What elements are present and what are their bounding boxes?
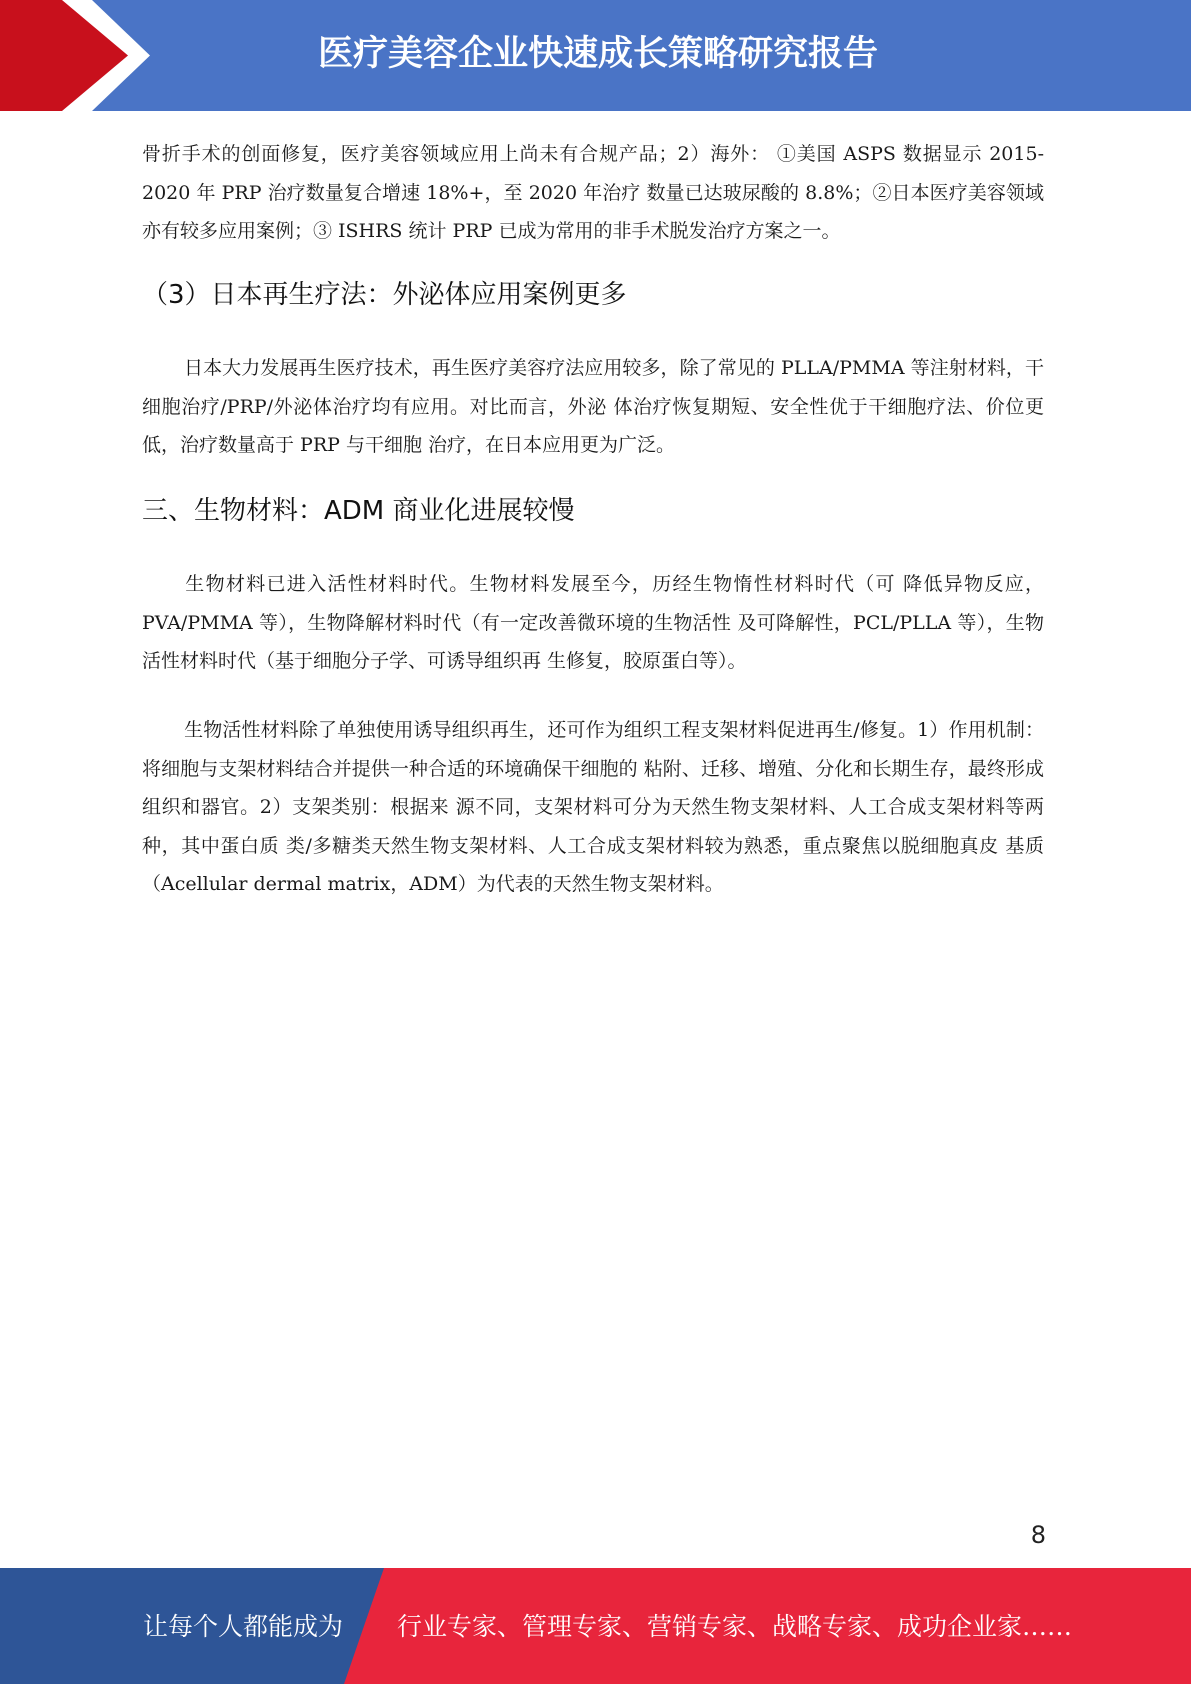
page-footer <box>0 1568 1191 1684</box>
page-header <box>0 0 1191 111</box>
section-heading-japan-regenerative: （3）日本再生疗法：外泌体应用案例更多 <box>142 280 627 310</box>
paragraph-biomaterial-eras <box>142 565 1044 681</box>
footer-slogan-left: 让每个人都能成为 <box>143 1612 344 1641</box>
report-title: 医疗美容企业快速成长策略研究报告 <box>318 34 879 74</box>
page-number: 8 <box>1030 1521 1046 1549</box>
section-heading-biomaterials: 三、生物材料：ADM 商业化进展较慢 <box>142 496 575 526</box>
paragraph-overseas-prp <box>142 135 1044 251</box>
paragraph-scaffold-materials <box>142 711 1044 904</box>
paragraph-text: 生物活性材料除了单独使用诱导组织再生，还可作为组织工程支架材料促进再生/修复。1）作用机制：将细胞与支架材料结合并提供一种合适的环境确保干细胞的 粘附、迁移、增殖、分化和长期生存，最终形成组织和器官。2）支架类别：根据来 源不同，支架材料可分为天然生物支架材料、人工合成支架材料等两种，其中蛋白质 类/多糖类天然生物支架材料、人工合成支架材料较为熟悉，重点聚焦以脱细胞真皮 基质（Acellular dermal matrix，ADM）为代表的天然生物支架材料。 <box>142 719 1044 895</box>
paragraph-text: 生物材料已进入活性材料时代。生物材料发展至今，历经生物惰性材料时代（可 降低异物反应，PVA/PMMA 等），生物降解材料时代（有一定改善微环境的生物活性 及可降解性，PCL/PLLA 等），生物活性材料时代（基于细胞分子学、可诱导组织再 生修复，胶原蛋白等）。 <box>142 573 1044 672</box>
paragraph-text: 日本大力发展再生医疗技术，再生医疗美容疗法应用较多，除了常见的 PLLA/PMMA 等注射材料，干细胞治疗/PRP/外泌体治疗均有应用。对比而言，外泌 体治疗恢复期短、安全性优于干细胞疗法、价位更低，治疗数量高于 PRP 与干细胞 治疗，在日本应用更为广泛。 <box>142 357 1044 456</box>
footer-slogan-right: 行业专家、管理专家、营销专家、战略专家、成功企业家…… <box>397 1612 1073 1641</box>
paragraph-text: 骨折手术的创面修复，医疗美容领域应用上尚未有合规产品；2）海外： ①美国 ASPS 数据显示 2015-2020 年 PRP 治疗数量复合增速 18%+，至 2020 年治疗 数量已达玻尿酸的 8.8%；②日本医疗美容领域亦有较多应用案例；③ ISHRS 统计 PRP 已成为常用的非手术脱发治疗方案之一。 <box>142 143 1044 242</box>
paragraph-japan-regenerative <box>142 349 1044 465</box>
